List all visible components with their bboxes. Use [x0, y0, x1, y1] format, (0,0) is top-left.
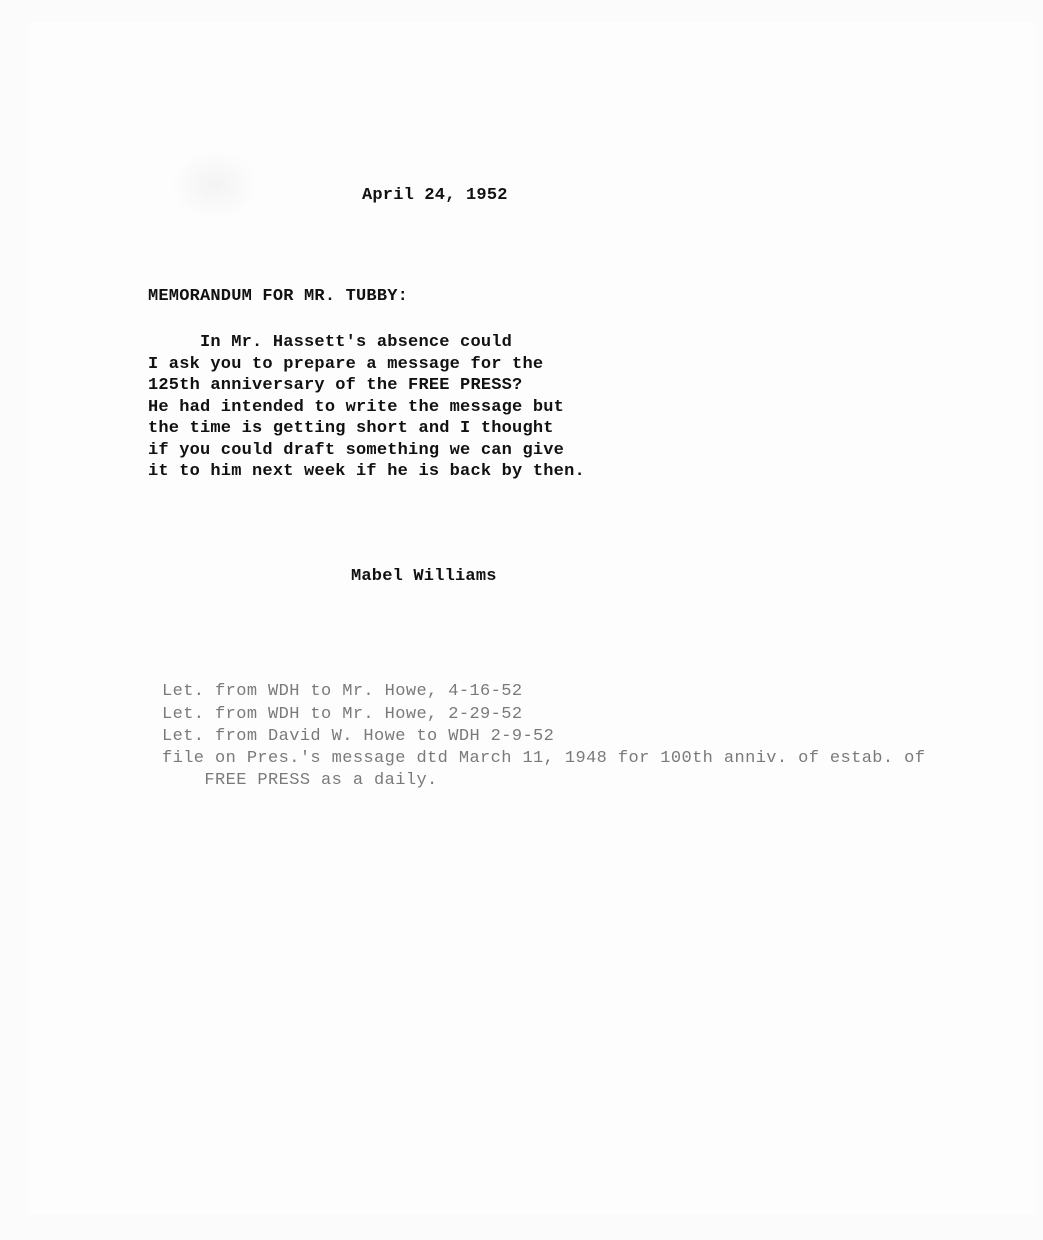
memo-body-line: if you could draft something we can give	[148, 441, 565, 460]
reference-note: Let. from WDH to Mr. Howe, 4-16-52	[162, 682, 523, 701]
reference-note: Let. from David W. Howe to WDH 2-9-52	[162, 727, 555, 746]
memo-signature: Mabel Williams	[351, 567, 497, 586]
memo-body-line: the time is getting short and I thought	[148, 419, 554, 438]
memo-body-line: He had intended to write the message but	[148, 398, 565, 417]
reference-note: file on Pres.'s message dtd March 11, 1948 for 100th anniv. of estab. of	[162, 749, 926, 768]
memo-body-line: I ask you to prepare a message for the	[148, 355, 544, 374]
memo-heading: MEMORANDUM FOR MR. TUBBY:	[148, 287, 409, 306]
memo-body-line: In Mr. Hassett's absence could	[148, 333, 513, 352]
memo-date: April 24, 1952	[362, 186, 508, 205]
paper-smudge	[170, 150, 260, 220]
memo-body-line: it to him next week if he is back by then.	[148, 462, 585, 481]
memo-body-line: 125th anniversary of the FREE PRESS?	[148, 376, 523, 395]
reference-note: FREE PRESS as a daily.	[162, 771, 438, 790]
reference-note: Let. from WDH to Mr. Howe, 2-29-52	[162, 705, 523, 724]
